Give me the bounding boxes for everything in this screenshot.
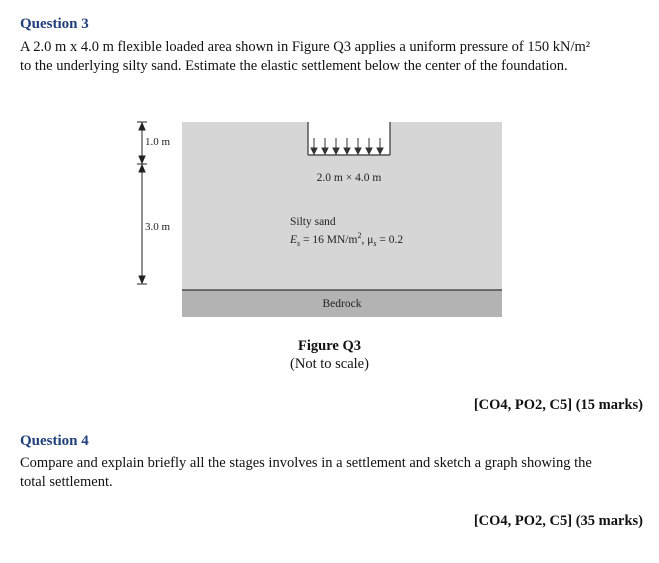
silty-sand-region (182, 122, 502, 290)
figure-q3-diagram (120, 118, 520, 324)
pressure-arrows (311, 138, 383, 154)
soil-name-label: Silty sand (290, 216, 336, 228)
depth-label-3m: 3.0 m (145, 221, 171, 233)
question-3-text-line-2: to the underlying silty sand. Estimate the elastic settlement below the center of the foundation. (20, 58, 568, 74)
depth-label-1m: 1.0 m (145, 136, 171, 148)
figure-caption-title: Figure Q3 (298, 338, 361, 354)
bedrock-label: Bedrock (322, 298, 362, 310)
question-3-text-line-1: A 2.0 m x 4.0 m flexible loaded area shown in Figure Q3 applies a uniform pressure of 150 kN/m² (20, 39, 591, 55)
question-4-title: Question 4 (20, 433, 89, 449)
question-4-text-line-1: Compare and explain briefly all the stages involves in a settlement and sketch a graph showing the (20, 455, 592, 471)
figure-caption-subtitle: (Not to scale) (290, 356, 369, 372)
question-3-marks: [CO4, PO2, C5] (15 marks) (473, 397, 643, 413)
question-4-marks: [CO4, PO2, C5] (35 marks) (473, 513, 643, 529)
foundation-size-label: 2.0 m × 4.0 m (316, 172, 382, 184)
soil-properties-label: $E_s = 16$ $MN/m^2$, $\mu_s = 0.2$ (290, 231, 404, 248)
question-4-text-line-2: total settlement. (20, 474, 113, 490)
question-3-title: Question 3 (20, 16, 89, 32)
